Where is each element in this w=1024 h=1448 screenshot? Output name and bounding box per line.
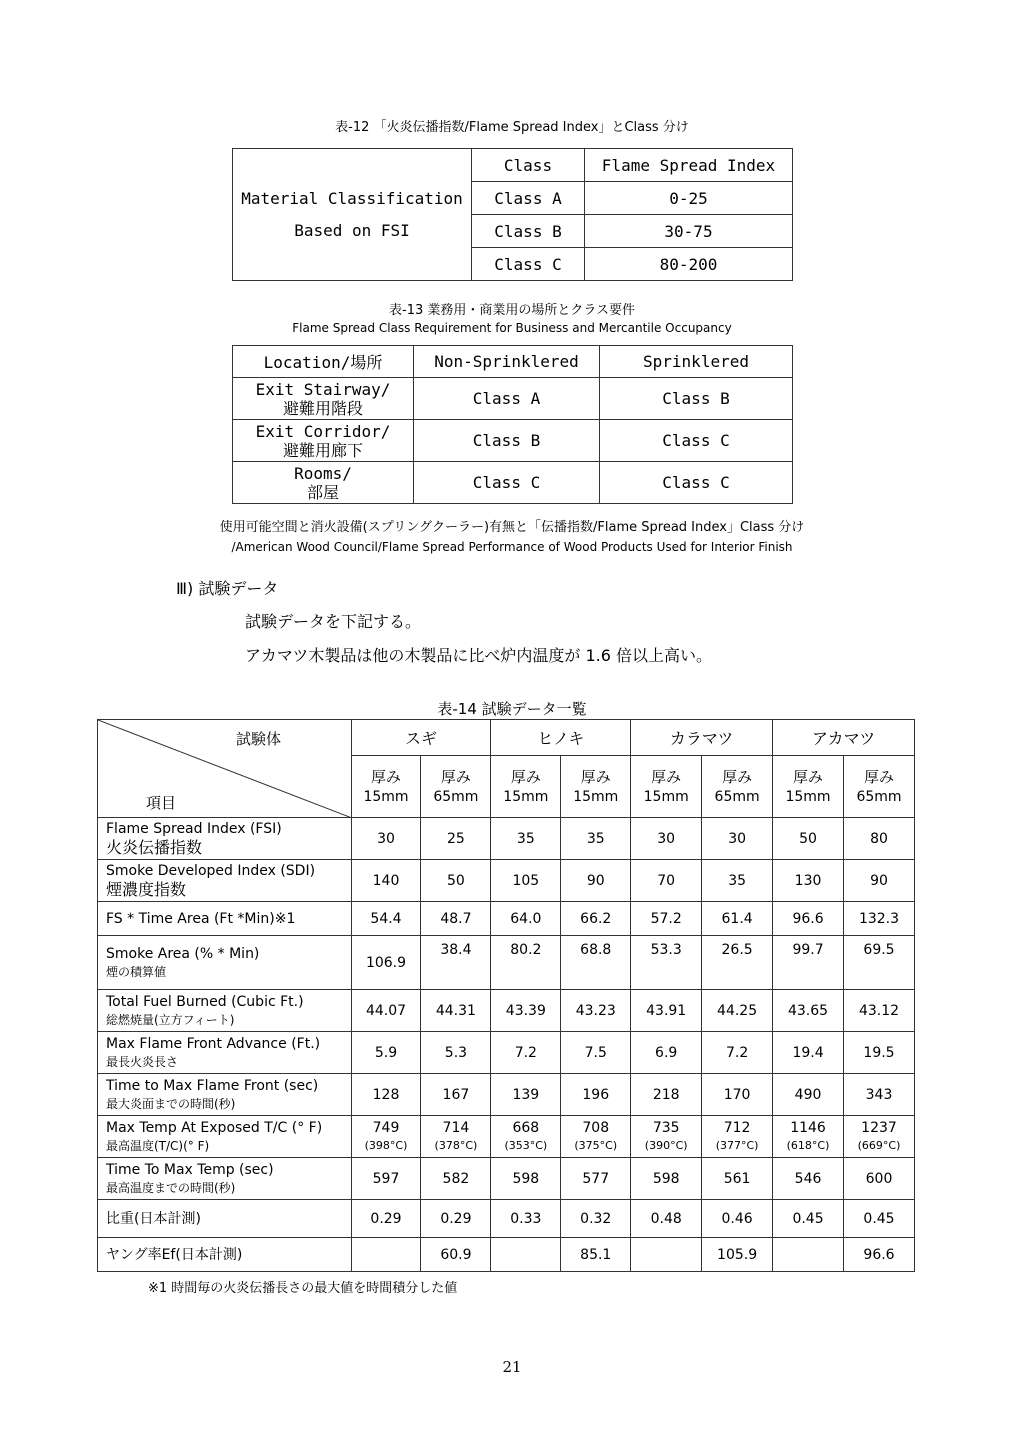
flame-spread-class-table — [232, 148, 793, 281]
data-cell: 1237 (669°C) — [843, 1116, 914, 1158]
section-line-2: アカマツ木製品は他の木製品に比べ炉内温度が 1.6 倍以上高い。 — [245, 646, 712, 665]
data-cell: 61.4 — [702, 902, 773, 936]
class-cell: Class C — [472, 248, 585, 281]
data-cell: 577 — [561, 1158, 631, 1200]
data-cell: 5.3 — [421, 1032, 491, 1074]
corner-top-label: 試験体 — [236, 730, 282, 748]
table13-caption-en: Flame Spread Class Requirement for Business and Mercantile Occupancy — [292, 321, 732, 335]
data-cell: 0.45 — [843, 1200, 914, 1238]
data-cell: 167 — [421, 1074, 491, 1116]
data-cell: 1146 (618°C) — [773, 1116, 844, 1158]
data-cell: 90 — [561, 860, 631, 902]
data-cell: 105 — [491, 860, 561, 902]
range-cell: 0-25 — [585, 182, 793, 215]
data-cell: 0.33 — [491, 1200, 561, 1238]
data-cell: 598 — [491, 1158, 561, 1200]
row-label: Max Flame Front Advance (Ft.) 最長火炎長さ — [98, 1032, 352, 1074]
data-cell: 43.39 — [491, 990, 561, 1032]
table-row — [98, 1158, 915, 1200]
data-cell: 48.7 — [421, 902, 491, 936]
data-cell — [631, 1238, 702, 1272]
data-cell: 490 — [773, 1074, 844, 1116]
data-cell: 598 — [631, 1158, 702, 1200]
table-row — [98, 1116, 915, 1158]
data-cell: 43.65 — [773, 990, 844, 1032]
data-cell: 708 (375°C) — [561, 1116, 631, 1158]
data-cell: 60.9 — [421, 1238, 491, 1272]
thickness-header: 厚み 15mm — [631, 756, 702, 818]
data-cell: 582 — [421, 1158, 491, 1200]
table-row — [98, 990, 915, 1032]
thickness-header: 厚み 15mm — [351, 756, 421, 818]
data-cell: 64.0 — [491, 902, 561, 936]
data-cell: 90 — [843, 860, 914, 902]
table-row — [98, 936, 915, 990]
data-cell: 96.6 — [773, 902, 844, 936]
table-row — [98, 1074, 915, 1116]
row-label: Smoke Developed Index (SDI) 煙濃度指数 — [98, 860, 352, 902]
data-cell — [351, 1238, 421, 1272]
diagonal-line — [98, 720, 352, 818]
data-cell: 0.29 — [421, 1200, 491, 1238]
data-cell: 25 — [421, 818, 491, 860]
location-cell: Exit Stairway/ 避難用階段 — [233, 378, 414, 420]
data-cell: 343 — [843, 1074, 914, 1116]
data-cell: 26.5 — [702, 936, 773, 990]
occupancy-class-table — [232, 345, 793, 504]
data-cell: 19.5 — [843, 1032, 914, 1074]
data-cell: 105.9 — [702, 1238, 773, 1272]
data-cell: 132.3 — [843, 902, 914, 936]
data-cell: 44.07 — [351, 990, 421, 1032]
section-line-1: 試験データを下記する。 — [245, 612, 422, 631]
data-cell: 735 (390°C) — [631, 1116, 702, 1158]
data-cell: 43.91 — [631, 990, 702, 1032]
table14-footnote: ※1 時間毎の火炎伝播長さの最大値を時間積分した値 — [148, 1281, 458, 1296]
data-cell: 714 (378°C) — [421, 1116, 491, 1158]
data-cell: 35 — [561, 818, 631, 860]
data-cell: 43.12 — [843, 990, 914, 1032]
data-cell: 196 — [561, 1074, 631, 1116]
data-cell: 99.7 — [773, 936, 844, 990]
non-sprinklered-cell: Class B — [414, 420, 600, 462]
species-header: ヒノキ — [491, 720, 631, 756]
data-cell: 35 — [702, 860, 773, 902]
species-header: スギ — [351, 720, 491, 756]
non-sprinklered-cell: Class A — [414, 378, 600, 420]
data-cell: 69.5 — [843, 936, 914, 990]
test-data-table — [97, 719, 915, 1272]
data-cell: 44.25 — [702, 990, 773, 1032]
header-class: Class — [472, 149, 585, 182]
class-cell: Class B — [472, 215, 585, 248]
data-cell: 66.2 — [561, 902, 631, 936]
data-cell: 80.2 — [491, 936, 561, 990]
data-cell: 5.9 — [351, 1032, 421, 1074]
classification-basis: Based on FSI — [294, 220, 410, 240]
data-cell: 0.29 — [351, 1200, 421, 1238]
data-cell: 668 (353°C) — [491, 1116, 561, 1158]
data-cell: 170 — [702, 1074, 773, 1116]
row-label: Total Fuel Burned (Cubic Ft.) 総燃焼量(立方フィート) — [98, 990, 352, 1032]
row-label: Max Temp At Exposed T/C (° F) 最高温度(T/C)(° F) — [98, 1116, 352, 1158]
data-cell: 561 — [702, 1158, 773, 1200]
table-row — [98, 1200, 915, 1238]
row-label: 比重(日本計測) — [98, 1200, 352, 1238]
thickness-header: 厚み 65mm — [843, 756, 914, 818]
material-classification-cell — [233, 149, 472, 281]
non-sprinklered-cell: Class C — [414, 462, 600, 504]
data-cell: 53.3 — [631, 936, 702, 990]
row-label: Smoke Area (% * Min) 煙の積算値 — [98, 936, 352, 990]
data-cell: 7.2 — [702, 1032, 773, 1074]
data-cell: 712 (377°C) — [702, 1116, 773, 1158]
data-cell: 57.2 — [631, 902, 702, 936]
class-cell: Class A — [472, 182, 585, 215]
data-cell: 85.1 — [561, 1238, 631, 1272]
data-cell — [773, 1238, 844, 1272]
data-cell: 130 — [773, 860, 844, 902]
table-row — [98, 1238, 915, 1272]
row-label: Time to Max Flame Front (sec) 最大炎面までの時間(秒) — [98, 1074, 352, 1116]
sprinklered-cell: Class B — [600, 378, 793, 420]
range-cell: 30-75 — [585, 215, 793, 248]
row-label: Time To Max Temp (sec) 最高温度までの時間(秒) — [98, 1158, 352, 1200]
sprinklered-cell: Class C — [600, 462, 793, 504]
thickness-header: 厚み 15mm — [773, 756, 844, 818]
location-cell: Rooms/ 部屋 — [233, 462, 414, 504]
species-header: カラマツ — [631, 720, 773, 756]
data-cell: 7.2 — [491, 1032, 561, 1074]
header-non-sprinklered: Non-Sprinklered — [414, 346, 600, 378]
classification-label: Material Classification — [241, 188, 463, 208]
sprinklered-cell: Class C — [600, 420, 793, 462]
thickness-header: 厚み 65mm — [421, 756, 491, 818]
data-cell: 128 — [351, 1074, 421, 1116]
data-cell: 96.6 — [843, 1238, 914, 1272]
data-cell: 140 — [351, 860, 421, 902]
data-cell: 0.48 — [631, 1200, 702, 1238]
data-cell: 546 — [773, 1158, 844, 1200]
data-cell: 0.45 — [773, 1200, 844, 1238]
data-cell: 6.9 — [631, 1032, 702, 1074]
data-cell: 749 (398°C) — [351, 1116, 421, 1158]
table-row — [98, 902, 915, 936]
table-row — [98, 1032, 915, 1074]
data-cell: 30 — [702, 818, 773, 860]
thickness-header: 厚み 15mm — [491, 756, 561, 818]
table12-caption: 表-12 「火炎伝播指数/Flame Spread Index」とClass 分け — [335, 120, 689, 135]
header-location: Location/場所 — [233, 346, 414, 378]
data-cell: 30 — [351, 818, 421, 860]
thickness-header: 厚み 65mm — [702, 756, 773, 818]
table-row — [98, 860, 915, 902]
data-cell: 43.23 — [561, 990, 631, 1032]
row-label: ヤング率Ef(日本計測) — [98, 1238, 352, 1272]
data-cell: 50 — [421, 860, 491, 902]
data-cell: 38.4 — [421, 936, 491, 990]
data-cell: 597 — [351, 1158, 421, 1200]
header-sprinklered: Sprinklered — [600, 346, 793, 378]
thickness-header: 厚み 15mm — [561, 756, 631, 818]
data-cell: 54.4 — [351, 902, 421, 936]
table14-caption: 表-14 試験データ一覧 — [437, 700, 587, 718]
table13-note-jp: 使用可能空間と消火設備(スプリングクーラー)有無と「伝播指数/Flame Spread Index」Class 分け — [219, 520, 805, 535]
data-cell: 218 — [631, 1074, 702, 1116]
page-number: 21 — [502, 1358, 522, 1376]
row-label: Flame Spread Index (FSI) 火炎伝播指数 — [98, 818, 352, 860]
corner-bottom-label: 項目 — [146, 794, 177, 812]
data-cell: 35 — [491, 818, 561, 860]
species-header: アカマツ — [773, 720, 915, 756]
data-cell: 30 — [631, 818, 702, 860]
header-fsi: Flame Spread Index — [585, 149, 793, 182]
data-cell: 106.9 — [351, 936, 421, 990]
data-cell: 70 — [631, 860, 702, 902]
data-cell: 80 — [843, 818, 914, 860]
corner-header-cell — [98, 720, 352, 818]
data-cell: 600 — [843, 1158, 914, 1200]
data-cell: 7.5 — [561, 1032, 631, 1074]
data-cell: 0.46 — [702, 1200, 773, 1238]
data-cell: 19.4 — [773, 1032, 844, 1074]
table13-note-en: /American Wood Council/Flame Spread Performance of Wood Products Used for Interior Finish — [231, 540, 793, 554]
table-row — [98, 818, 915, 860]
data-cell: 0.32 — [561, 1200, 631, 1238]
data-cell: 139 — [491, 1074, 561, 1116]
section-heading: Ⅲ) 試験データ — [176, 579, 279, 598]
range-cell: 80-200 — [585, 248, 793, 281]
data-cell: 44.31 — [421, 990, 491, 1032]
data-cell: 68.8 — [561, 936, 631, 990]
table13-caption-jp: 表-13 業務用・商業用の場所とクラス要件 — [389, 303, 635, 318]
data-cell: 50 — [773, 818, 844, 860]
data-cell — [491, 1238, 561, 1272]
row-label: FS * Time Area (Ft *Min)※1 — [98, 902, 352, 936]
location-cell: Exit Corridor/ 避難用廊下 — [233, 420, 414, 462]
